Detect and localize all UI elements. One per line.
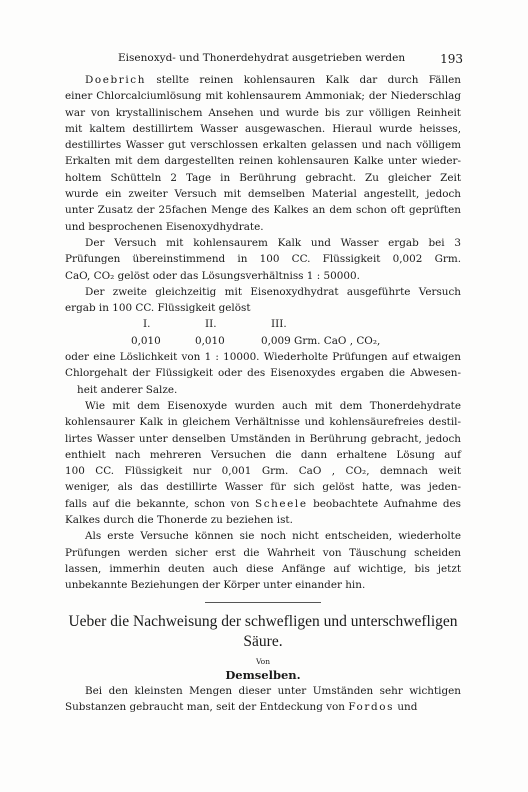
- text-line: Bei den kleinsten Mengen dieser unter Umständen sehr wichtigen: [85, 685, 461, 697]
- text-line: Der zweite gleichzeitig mit Eisenoxydhydrat ausgeführte Versuch: [85, 285, 461, 298]
- person-name: Fordos: [348, 701, 395, 714]
- table-value-row: [65, 333, 461, 349]
- table-header: II.: [205, 318, 217, 331]
- article-author: Demselben.: [225, 668, 301, 682]
- table-header-row: [65, 316, 461, 332]
- text-line: CaO, CO₂ gelöst oder das Lösungsverhältniss 1 : 50000.: [65, 269, 360, 282]
- text-line: destillirtes Wasser gut verschlossen erkalten gelassen und nach völligem: [65, 139, 461, 152]
- main-text: [65, 72, 461, 594]
- byline-von: Von: [255, 657, 271, 666]
- article-text: [65, 683, 461, 716]
- table-header: I.: [143, 318, 151, 331]
- text-line: Kalkes durch die Thonerde zu beziehen ist.: [65, 514, 293, 527]
- article-title: [65, 612, 461, 652]
- text-line: enthielt nach mehreren Versuchen die dann erhaltene Lösung auf: [65, 448, 461, 461]
- article-title-line: Ueber die Nachweisung der schwefligen und unterschwefligen: [68, 613, 458, 630]
- text-line: Prüfungen übereinstimmend in 100 CC. Flüssigkeit 0,002 Grm.: [65, 253, 461, 266]
- running-title: Eisenoxyd- und Thonerdehydrat ausgetrieben werden: [118, 52, 406, 64]
- text-line: unbekannte Beziehungen der Körper unter einander hin.: [65, 579, 366, 592]
- text-line: ergab in 100 CC. Flüssigkeit gelöst: [65, 302, 251, 315]
- text-line: oder eine Löslichkeit von 1 : 10000. Wiederholte Prüfungen auf etwaigen: [65, 351, 461, 364]
- text-line: heit anderer Salze.: [77, 383, 178, 396]
- table-cell: 0,009 Grm. CaO , CO₂,: [261, 334, 381, 347]
- text-line: einer Chlorcalciumlösung mit kohlensaurem Ammoniak; der Niederschlag: [65, 90, 461, 103]
- text-line: kohlensaurer Kalk in gleichem Verhältnisse und kohlensäurefreies destil-: [65, 416, 461, 429]
- text-line: 100 CC. Flüssigkeit nur 0,001 Grm. CaO , CO₂, demnach weit: [65, 465, 461, 478]
- text-line: Prüfungen werden sicher erst die Wahrheit von Täuschung scheiden: [65, 546, 461, 559]
- text-line: Chlorgehalt der Flüssigkeit oder des Eisenoxydes ergaben die Abwesen-: [65, 367, 461, 380]
- text-line: Der Versuch mit kohlensaurem Kalk und Wasser ergab bei 3: [85, 236, 461, 249]
- table-header: III.: [271, 318, 287, 331]
- text-line: und besprochenen Eisenoxydhydrate.: [65, 220, 264, 233]
- text-line: Wie mit dem Eisenoxyde wurden auch mit dem Thonerdehydrate: [85, 399, 461, 412]
- text-line: Doebrich stellte reinen kohlensauren Kalk dar durch Fällen: [85, 74, 461, 86]
- text-line: weniger, als das destillirte Wasser für sich gelöst hatte, was jeden-: [65, 481, 461, 494]
- person-name: Doebrich: [85, 74, 146, 86]
- text-line: wurde ein zweiter Versuch mit demselben Material angestellt, jedoch: [65, 188, 461, 201]
- text-line: holtem Schütteln 2 Tage in Berührung gebracht. Zu gleicher Zeit: [65, 171, 461, 184]
- article-title-line: Säure.: [243, 633, 283, 650]
- text-line: mit kaltem destillirtem Wasser ausgewaschen. Hieraul wurde heisses,: [65, 122, 461, 135]
- page-number: 193: [440, 52, 463, 66]
- text-line: war von krystallinischem Ansehen und wurde bis zur völligen Reinheit: [65, 106, 461, 119]
- text-line: Substanzen gebraucht man, seit der Entdeckung von Fordos und: [65, 701, 418, 714]
- running-header: [100, 52, 463, 68]
- text-line: lirtes Wasser unter denselben Umständen in Berührung gebracht, jedoch: [65, 432, 461, 445]
- text-line: unter Zusatz der 25fachen Menge des Kalkes an dem schon oft geprüften: [65, 204, 461, 217]
- table-cell: 0,010: [131, 334, 161, 347]
- section-divider: [205, 602, 321, 603]
- text-line: lassen, immerhin deuten auch diese Anfänge auf wichtige, bis jetzt: [65, 562, 461, 575]
- person-name: Scheele: [254, 497, 308, 510]
- text-line: Als erste Versuche können sie noch nicht entscheiden, wiederholte: [85, 530, 461, 543]
- table-cell: 0,010: [195, 334, 225, 347]
- text-line: falls auf die bekannte, schon von Scheele beobachtete Aufnahme des: [65, 497, 462, 510]
- text-line: Erkalten mit dem dargestellten reinen kohlensauren Kalke unter wieder-: [65, 155, 461, 168]
